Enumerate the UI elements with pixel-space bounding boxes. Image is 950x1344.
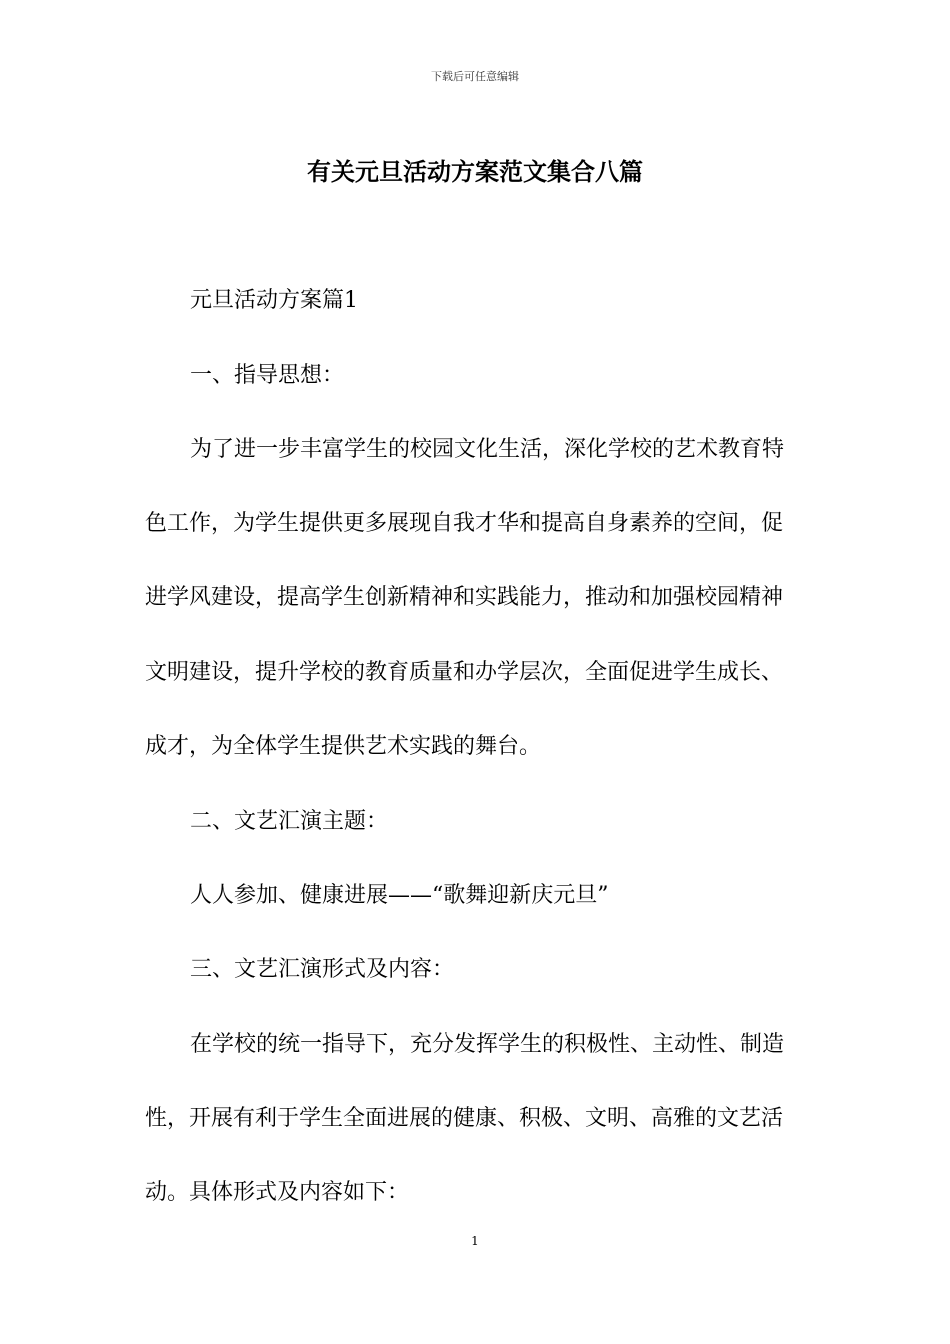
paragraph-line: 性，开展有利于学生全面进展的健康、积极、文明、高雅的文艺活 (145, 1106, 784, 1131)
paragraph-line: 文明建设，提升学校的教育质量和办学层次，全面促进学生成长、 (145, 660, 784, 685)
paragraph-line: 动。具体形式及内容如下： (145, 1180, 410, 1205)
section-heading: 元旦活动方案篇1 (190, 288, 358, 313)
paragraph-line: 进学风建设，提高学生创新精神和实践能力，推动和加强校园精神 (145, 585, 784, 610)
subheading-guiding-thought: 一、指导思想： (190, 363, 345, 388)
subheading-theme: 二、文艺汇演主题： (190, 809, 389, 834)
paragraph-line: 成才，为全体学生提供艺术实践的舞台。 (145, 734, 542, 759)
page-number: 1 (471, 1234, 479, 1248)
paragraph-line: 在学校的统一指导下，充分发挥学生的积极性、主动性、制造 (190, 1032, 785, 1057)
paragraph-line: 为了进一步丰富学生的校园文化生活，深化学校的艺术教育特 (190, 437, 785, 462)
subheading-form-content: 三、文艺汇演形式及内容： (190, 957, 455, 982)
paragraph-line: 色工作，为学生提供更多展现自我才华和提高自身素养的空间，促 (145, 511, 784, 536)
document-title: 有关元旦活动方案范文集合八篇 (307, 157, 643, 186)
header-note: 下载后可任意编辑 (431, 70, 519, 83)
theme-text: 人人参加、健康进展——“歌舞迎新庆元旦” (190, 883, 609, 908)
